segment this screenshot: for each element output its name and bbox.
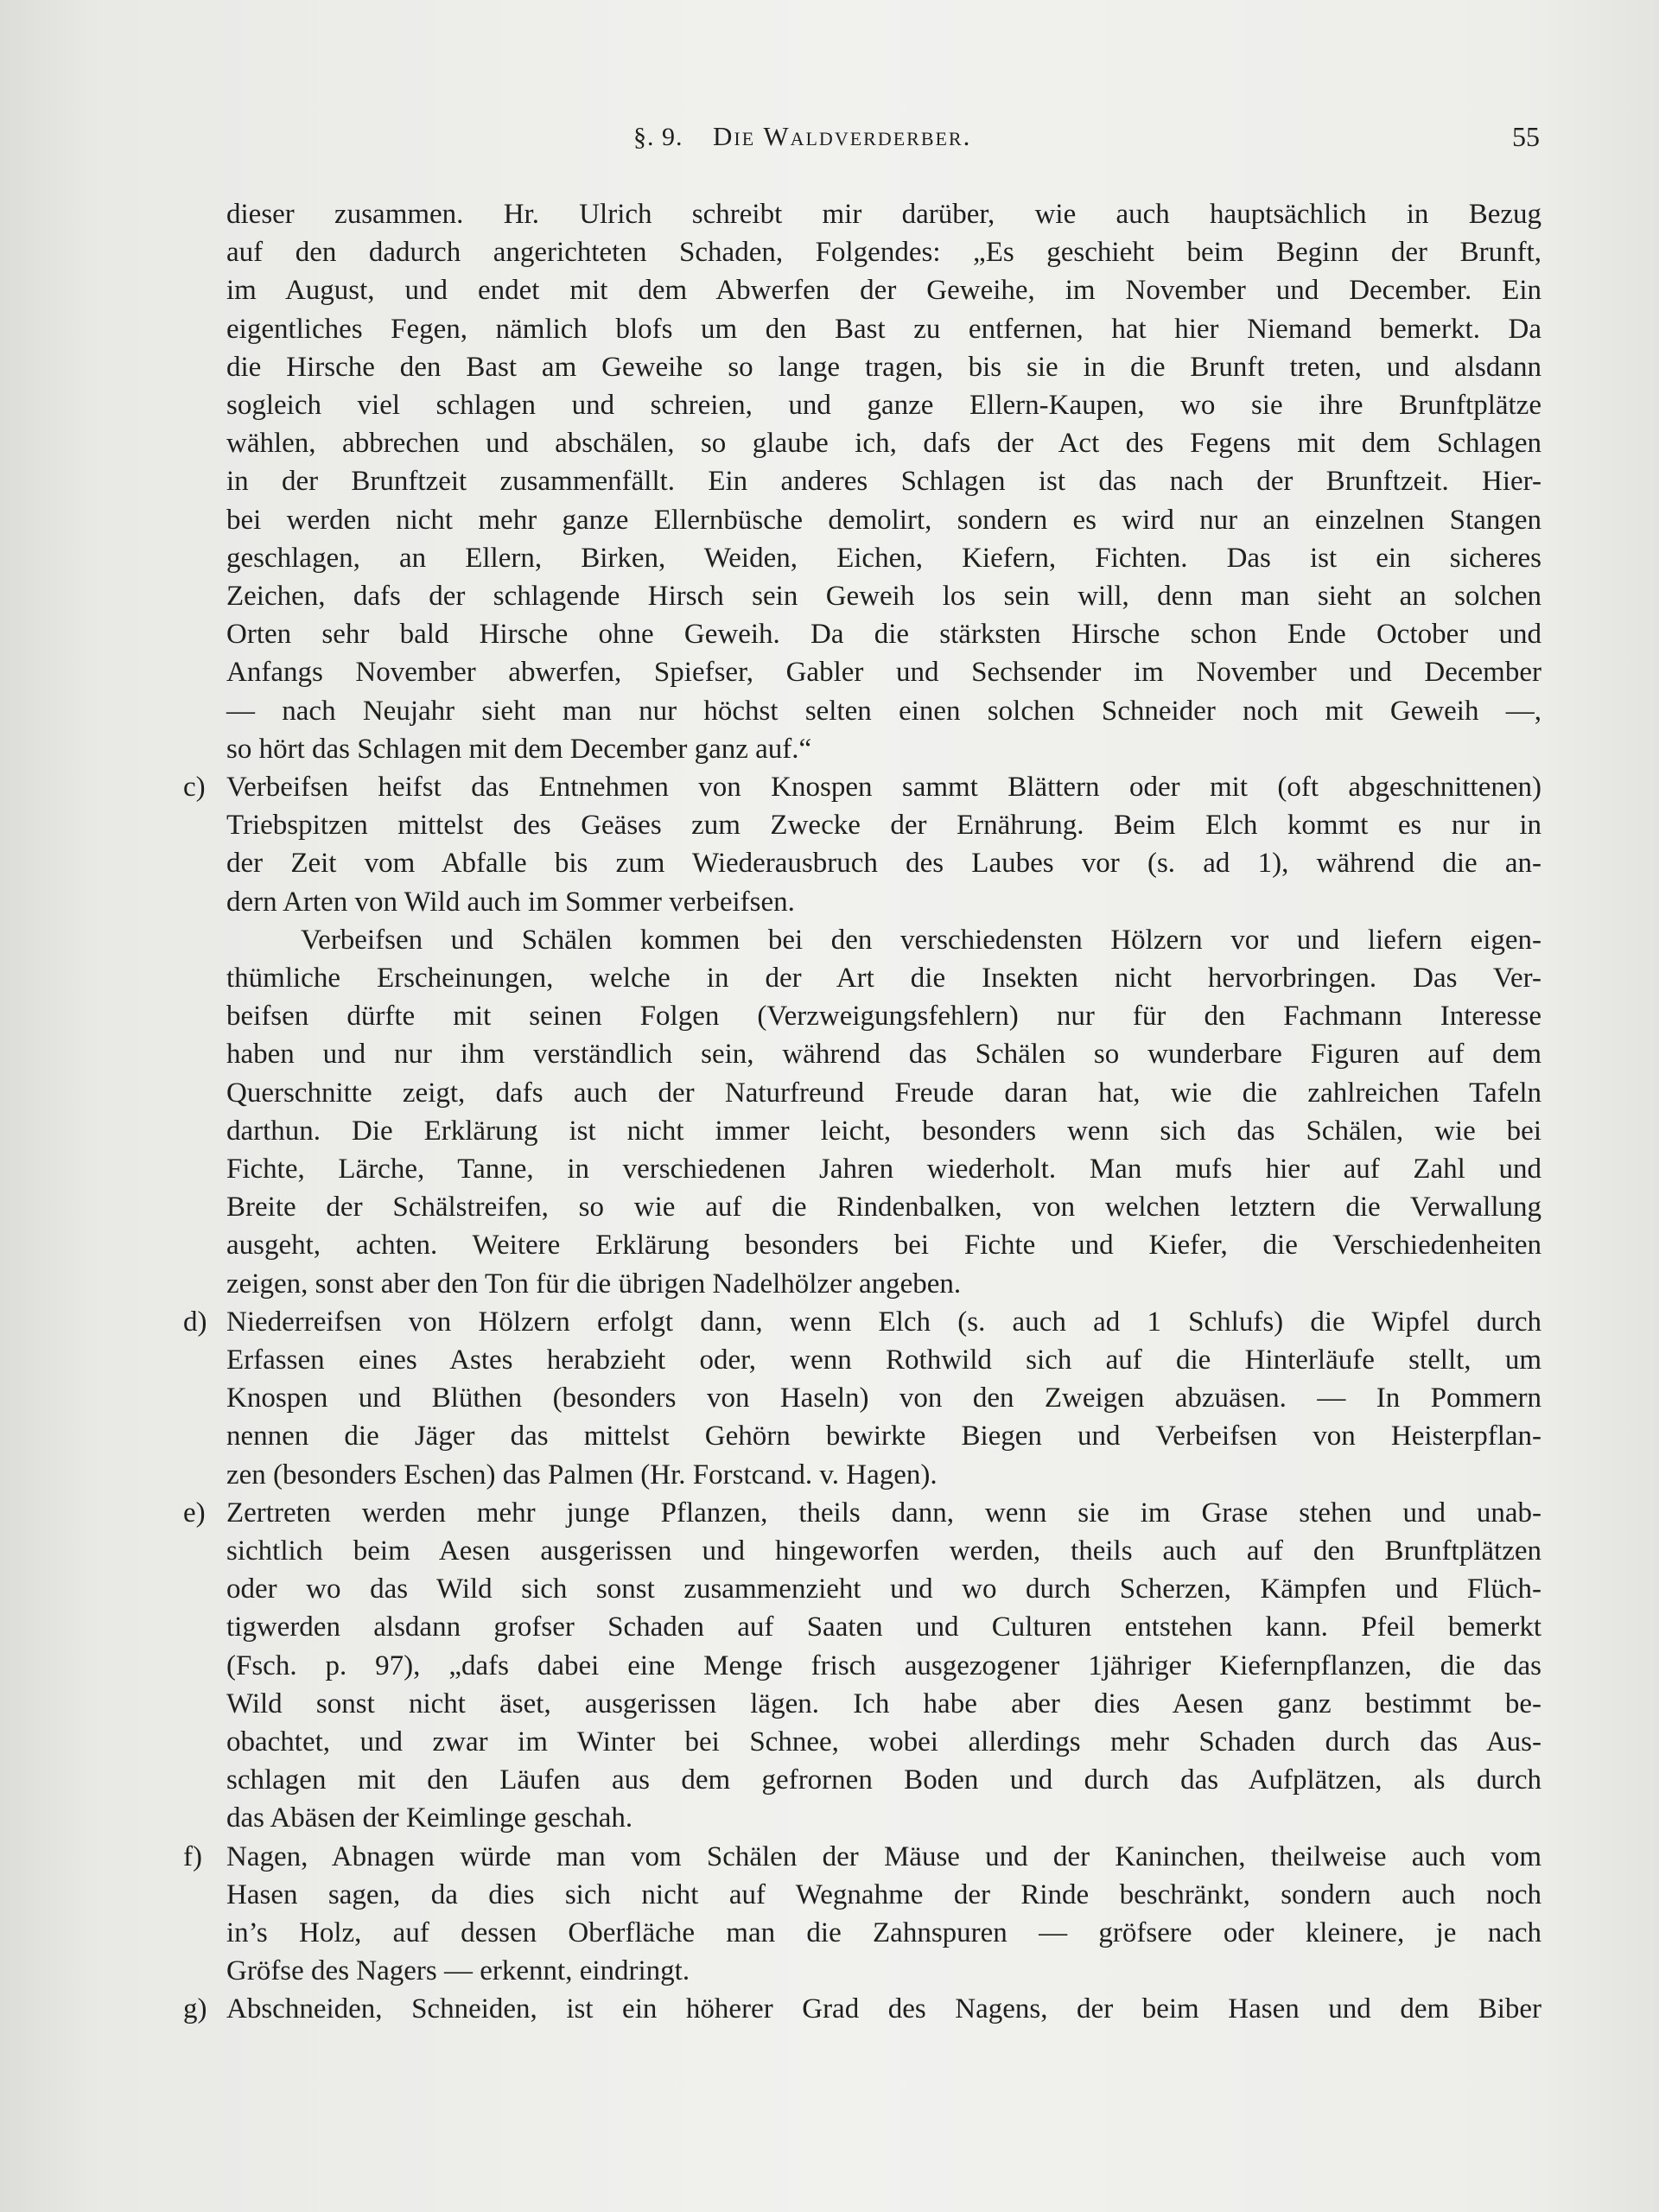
text-line: ausgeht, achten. Weitere Erklärung besonders bei Fichte und Kiefer, die Verschiedenheiten <box>226 1230 1541 1261</box>
text-line: darthun. Die Erklärung ist nicht immer leicht, besonders wenn sich das Schälen, wie bei <box>226 1116 1541 1147</box>
text-line: Orten sehr bald Hirsche ohne Geweih. Da die stärksten Hirsche schon Ende October und <box>226 619 1541 650</box>
text-line: Fichte, Lärche, Tanne, in verschiedenen Jahren wiederholt. Man mufs hier auf Zahl und <box>226 1154 1541 1185</box>
text-line: sogleich viel schlagen und schreien, und ganze Ellern-Kaupen, wo sie ihre Brunftplätze <box>226 390 1541 421</box>
text-line: Hasen sagen, da dies sich nicht auf Wegnahme der Rinde beschränkt, sondern auch noch <box>226 1879 1541 1910</box>
text-line: oder wo das Wild sich sonst zusammenzieht und wo durch Scherzen, Kämpfen und Flüch- <box>226 1573 1541 1605</box>
running-title <box>633 121 971 152</box>
text-line: Erfassen eines Astes herabzieht oder, wenn Rothwild sich auf die Hinterläufe stellt, um <box>226 1344 1541 1376</box>
text-line: Nagen, Abnagen würde man vom Schälen der Mäuse und der Kaninchen, theilweise auch vom <box>226 1841 1541 1872</box>
list-marker: g) <box>183 1993 207 2024</box>
chapter-title: Die Waldverderber. <box>713 121 972 151</box>
text-line: im August, und endet mit dem Abwerfen der Geweihe, im November und December. Ein <box>226 275 1541 306</box>
text-line: so hört das Schlagen mit dem December ganz auf.“ <box>226 734 812 765</box>
text-line: Breite der Schälstreifen, so wie auf die Rindenbalken, von welchen letztern die Verwallung <box>226 1192 1541 1223</box>
text-line: Zeichen, dafs der schlagende Hirsch sein Geweih los sein will, denn man sieht an solchen <box>226 581 1541 612</box>
text-line: zen (besonders Eschen) das Palmen (Hr. Forstcand. v. Hagen). <box>226 1459 938 1491</box>
text-line: Anfangs November abwerfen, Spiefser, Gabler und Sechsender im November und December <box>226 657 1541 688</box>
text-line: bei werden nicht mehr ganze Ellernbüsche demolirt, sondern es wird nur an einzelnen Stangen <box>226 505 1541 536</box>
text-line: Niederreifsen von Hölzern erfolgt dann, wenn Elch (s. auch ad 1 Schlufs) die Wipfel durch <box>226 1306 1541 1338</box>
text-line: schlagen mit den Läufen aus dem gefrornen Boden und durch das Aufplätzen, als durch <box>226 1764 1541 1796</box>
text-line: nennen die Jäger das mittelst Gehörn bewirkte Biegen und Verbeifsen von Heisterpflan- <box>226 1421 1541 1452</box>
page-number: 55 <box>1512 121 1540 152</box>
text-line: tigwerden alsdann grofser Schaden auf Saaten und Culturen entstehen kann. Pfeil bemerkt <box>226 1611 1541 1643</box>
text-line: auf den dadurch angerichteten Schaden, Folgendes: „Es geschieht beim Beginn der Brunft, <box>226 237 1541 268</box>
text-line: dieser zusammen. Hr. Ulrich schreibt mir darüber, wie auch hauptsächlich in Bezug <box>226 199 1541 230</box>
list-marker: e) <box>183 1497 206 1529</box>
text-line: in der Brunftzeit zusammenfällt. Ein anderes Schlagen ist das nach der Brunftzeit. Hier- <box>226 466 1541 497</box>
text-line: Gröfse des Nagers — erkennt, eindringt. <box>226 1955 690 1986</box>
text-line: beifsen dürfte mit seinen Folgen (Verzweigungsfehlern) nur für den Fachmann Interesse <box>226 1001 1541 1032</box>
list-marker: f) <box>183 1841 202 1872</box>
text-line: haben und nur ihm verständlich sein, während das Schälen so wunderbare Figuren auf dem <box>226 1039 1541 1070</box>
text-line: obachtet, und zwar im Winter bei Schnee, wobei allerdings mehr Schaden durch das Aus- <box>226 1726 1541 1758</box>
text-line: Wild sonst nicht äset, ausgerissen lägen. Ich habe aber dies Aesen ganz bestimmt be- <box>226 1688 1541 1719</box>
running-header <box>0 121 1659 164</box>
text-line: Querschnitte zeigt, dafs auch der Naturfreund Freude daran hat, wie die zahlreichen Tafeln <box>226 1077 1541 1109</box>
text-line: die Hirsche den Bast am Geweihe so lange tragen, bis sie in die Brunft treten, und alsdann <box>226 352 1541 383</box>
text-line: (Fsch. p. 97), „dafs dabei eine Menge frisch ausgezogener 1jähriger Kiefernpflanzen, die das <box>226 1650 1541 1681</box>
text-line: geschlagen, an Ellern, Birken, Weiden, Eichen, Kiefern, Fichten. Das ist ein sicheres <box>226 543 1541 574</box>
text-line: Verbeifsen heifst das Entnehmen von Knospen sammt Blättern oder mit (oft abgeschnittenen) <box>226 772 1541 803</box>
text-line: das Abäsen der Keimlinge geschah. <box>226 1802 633 1834</box>
text-line: zeigen, sonst aber den Ton für die übrigen Nadelhölzer angeben. <box>226 1268 962 1300</box>
text-line: Zertreten werden mehr junge Pflanzen, theils dann, wenn sie im Grase stehen und unab- <box>226 1497 1541 1529</box>
text-line: sichtlich beim Aesen ausgerissen und hingeworfen werden, theils auch auf den Brunftplätzen <box>226 1535 1541 1567</box>
text-line: eigentliches Fegen, nämlich blofs um den Bast zu entfernen, hat hier Niemand bemerkt. Da <box>226 314 1541 345</box>
section-number: §. 9. <box>633 123 683 151</box>
text-line: Verbeifsen und Schälen kommen bei den verschiedensten Hölzern vor und liefern eigen- <box>301 925 1541 956</box>
text-line: Abschneiden, Schneiden, ist ein höherer Grad des Nagens, der beim Hasen und dem Biber <box>226 1993 1541 2024</box>
list-marker: d) <box>183 1306 207 1338</box>
text-line: Triebspitzen mittelst des Geäses zum Zwecke der Ernährung. Beim Elch kommt es nur in <box>226 810 1541 841</box>
text-line: wählen, abbrechen und abschälen, so glaube ich, dafs der Act des Fegens mit dem Schlagen <box>226 428 1541 459</box>
text-line: thümliche Erscheinungen, welche in der Art die Insekten nicht hervorbringen. Das Ver- <box>226 963 1541 994</box>
text-line: — nach Neujahr sieht man nur höchst selten einen solchen Schneider noch mit Geweih —, <box>226 696 1541 727</box>
list-marker: c) <box>183 772 206 803</box>
text-line: dern Arten von Wild auch im Sommer verbeifsen. <box>226 887 795 918</box>
text-line: der Zeit vom Abfalle bis zum Wiederausbruch des Laubes vor (s. ad 1), während die an- <box>226 848 1541 879</box>
text-line: Knospen und Blüthen (besonders von Haseln) von den Zweigen abzuäsen. — In Pommern <box>226 1382 1541 1414</box>
text-line: in’s Holz, auf dessen Oberfläche man die Zahnspuren — gröfsere oder kleinere, je nach <box>226 1917 1541 1948</box>
